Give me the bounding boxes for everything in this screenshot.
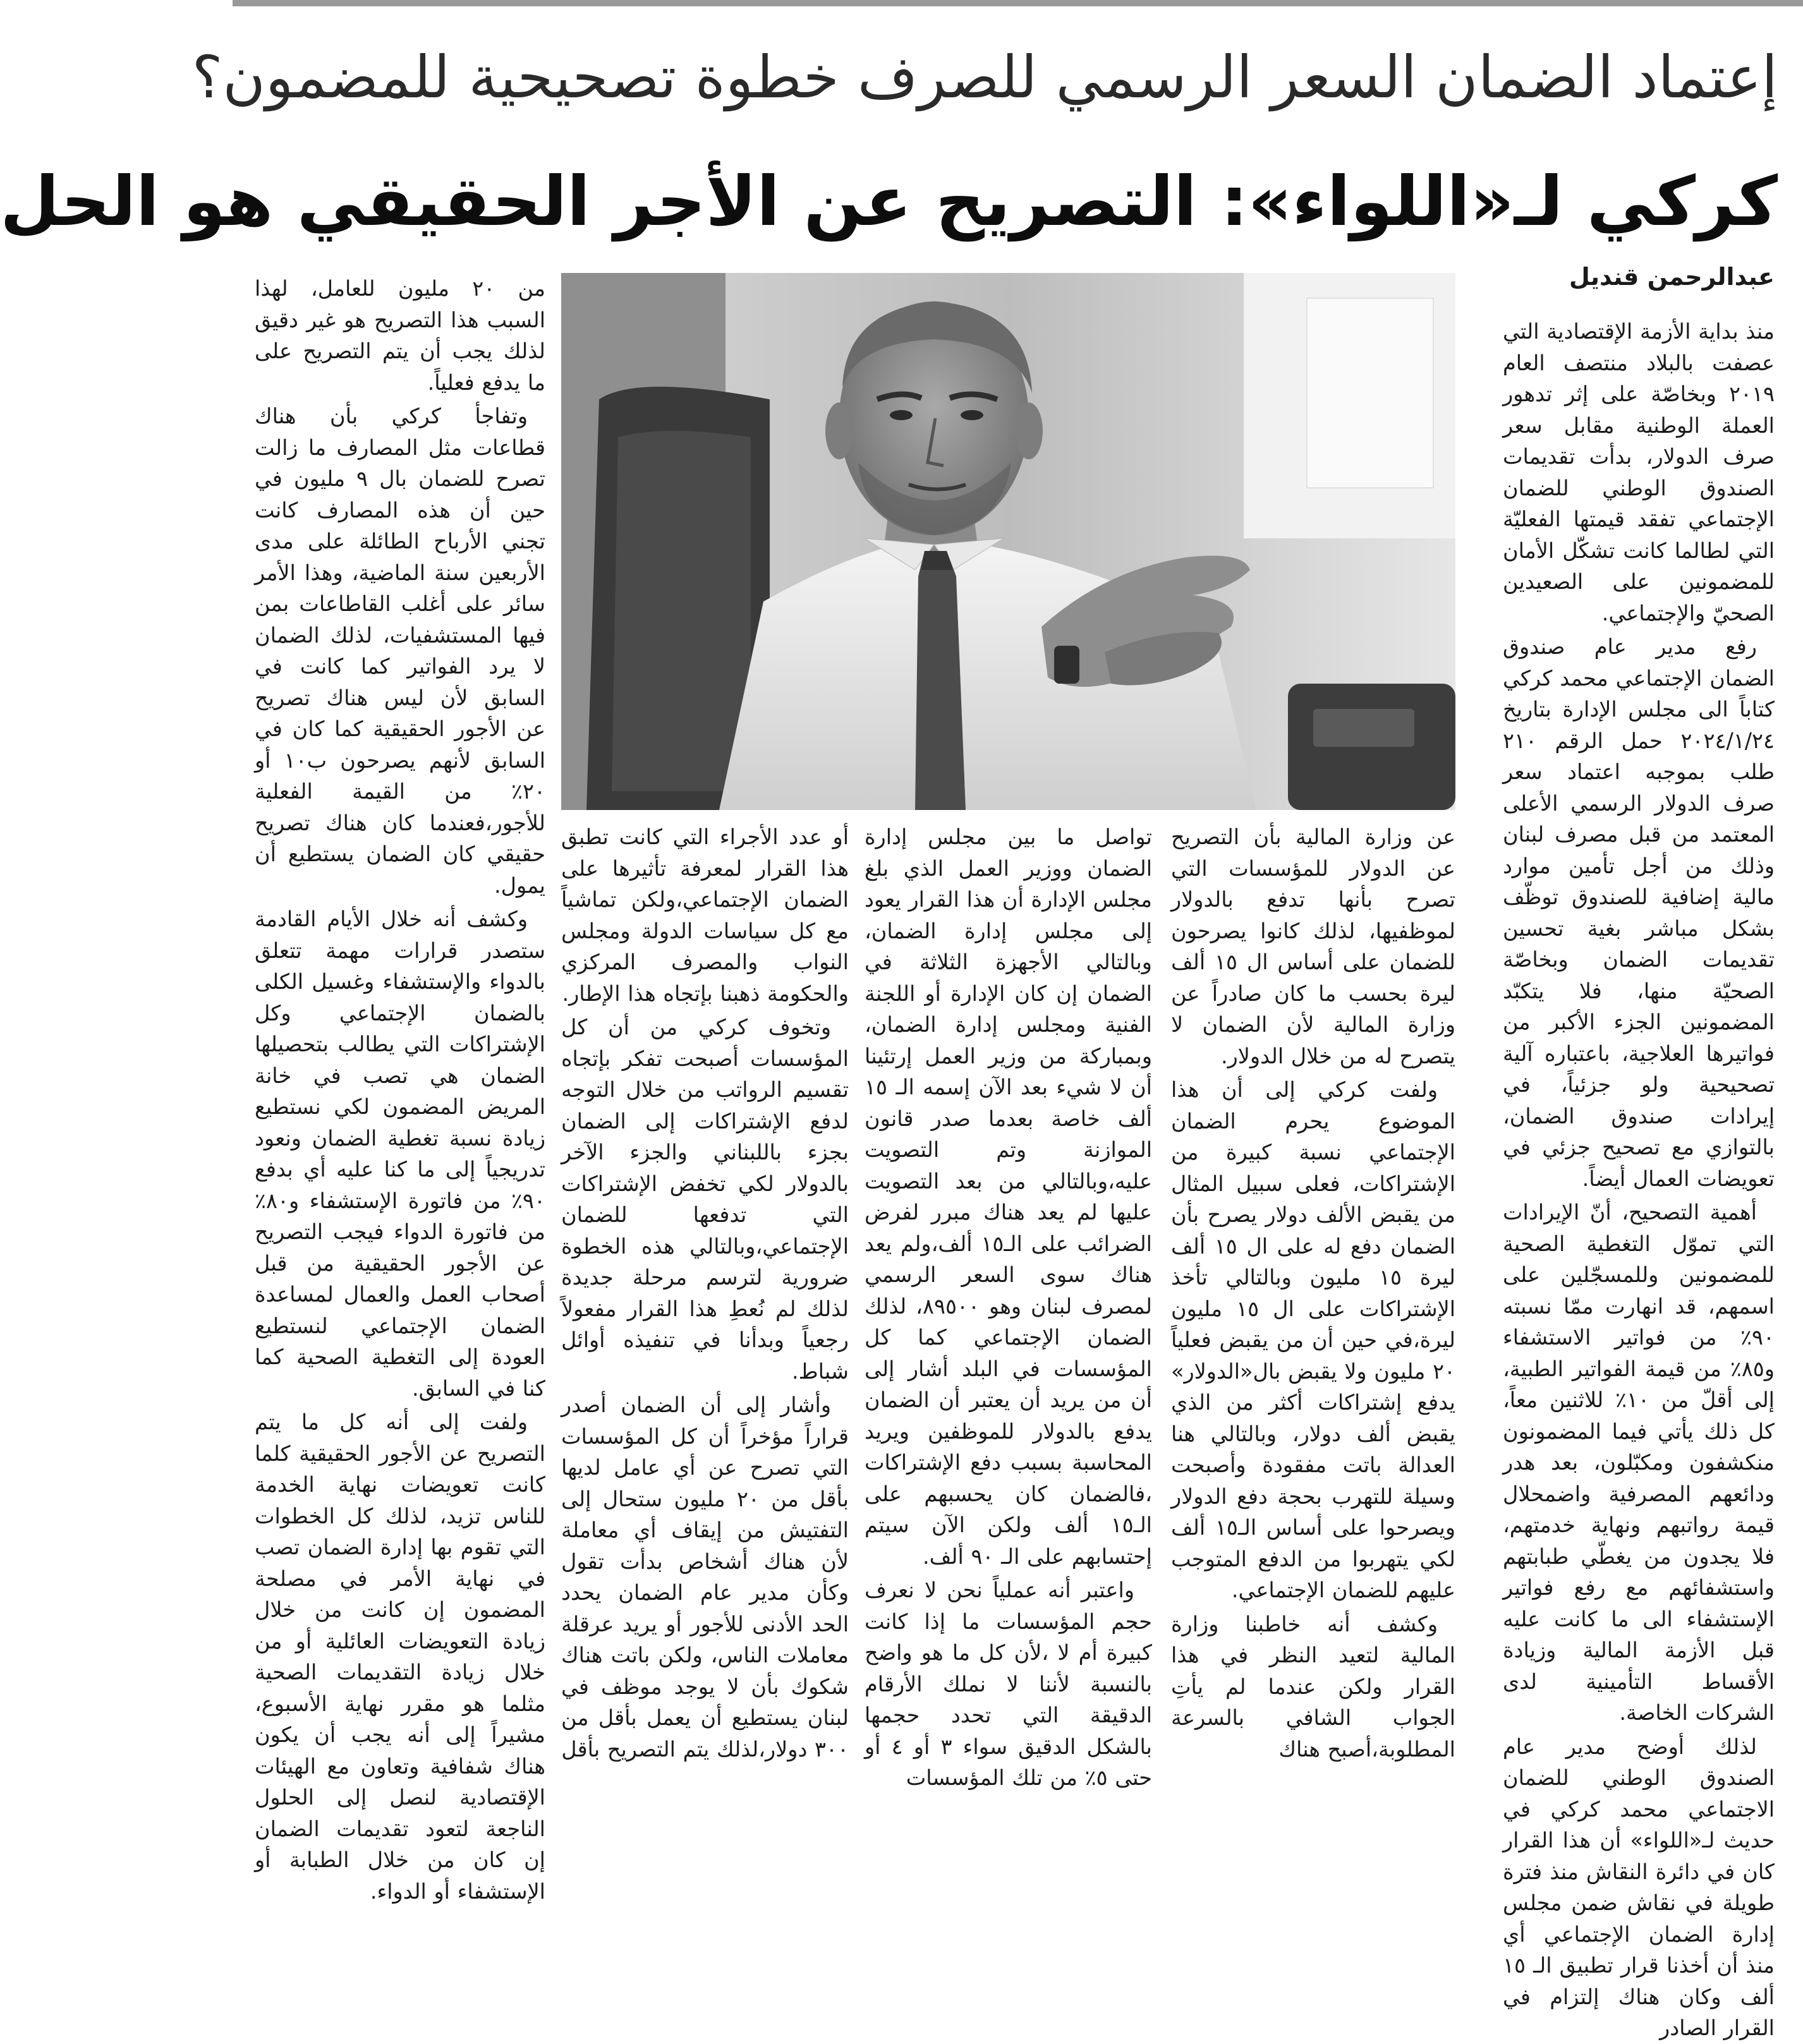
paragraph: وأشار إلى أن الضمان أصدر قراراً مؤخراً أن كل المؤسسات التي تصرح عن أي عامل لديها بأقل من ٢٠ مليون ستحال إلى التفتيش من إيقاف أي معاملة لأن هناك أشخاص بدأت تقول وكأن مدير عام الضمان يحدد الحد الأدنى للأجور أو يريد عرقلة معاملات الناس، ولكن باتت هناك شكوك بأن لا يوجد موظف في لبنان يستطيع أن يعمل بأقل من ٣٠٠ دولار،لذلك يتم التصريح بأقل [561, 1393, 849, 1762]
paragraph: ولفت إلى أنه كل ما يتم التصريح عن الأجور الحقيقية كلما كانت تعويضات نهاية الخدمة للناس تزيد، لذلك كل الخطوات التي تقوم بها إدارة الضمان تصب في نهاية الأمر في مصلحة المضمون إن كانت من خلال زيادة التعويضات العائلية أو من خلال زيادة التقديمات الصحية مثلما هو مقرر نهاية الأسبوع، مشيراً إلى أنه يجب أن يكون هناك شفافية وتعاون مع الهيئات الإقتصادية لنصل إلى الحلول الناجعة لتعود تقديمات الضمان إن كان من خلال الطبابة أو الإستشفاء أو الدواء. [255, 1410, 545, 1904]
article-column-3 [865, 821, 1152, 1790]
paragraph: من ٢٠ مليون للعامل، لهذا السبب هذا التصريح هو غير دقيق لذلك يجب أن يتم التصريح على ما يدفع فعلياً. [255, 276, 545, 395]
article-column-1 [1503, 316, 1775, 2040]
paragraph: ولفت كركي إلى أن هذا الموضوع يحرم الضمان الإجتماعي نسبة كبيرة من الإشتراكات، فعلى سبيل المثال من يقبض الألف دولار يصرح بأن الضمان دفع له على ال ١٥ ألف ليرة ١٥ مليون وبالتالي تأخذ الإشتراكات على ال ١٥ مليون ليرة،في حين أن من يقبض فعلياً ٢٠ مليون ولا يقبض بال«الدولار» يدفع إشتراكات أكثر من الذي يقبض ألف دولار، وبالتالي هنا العدالة باتت مفقودة وأصبحت وسيلة للتهرب بحجة دفع الدولار ويصرحوا على أساس الـ١٥ ألف لكي يتهربوا من الدفع المتوجب عليهم للضمان الإجتماعي. [1171, 1077, 1456, 1602]
article-headline: كركي لـ«اللواء»: التصريح عن الأجر الحقيقي هو الحل [0, 162, 1778, 241]
article-column-5 [255, 273, 545, 1904]
article-column-2 [1171, 821, 1456, 1762]
paragraph: واعتبر أنه عملياً نحن لا نعرف حجم المؤسسات ما إذا كانت كبيرة أم لا ،لأن كل ما هو واضح بالنسبة لأننا لا نملك الأرقام الدقيقة التي تحدد حجمها بالشكل الدقيق سواء ٣ أو ٤ أو حتى ٥٪ من تلك المؤسسات [865, 1578, 1152, 1790]
paragraph: أهمية التصحيح، أنّ الإيرادات التي تموّل التغطية الصحية للمضمونين وللمسجّلين على اسمهم، قد انهارت ممّا نسبته ٩٠٪ من فواتير الاستشفاء و٨٥٪ من قيمة الفواتير الطبية، إلى أقلّ من ١٠٪ للاثنين معاً، كل ذلك يأتي فيما المضمونون منكشفون ومكبّلون، بعد هدر ودائعهم المصرفية واضمحلال قيمة رواتبهم ونهاية خدمتهم، فلا يجدون من يغطّي طبابتهم واستشفائهم مع رفع فواتير الإستشفاء الى ما كانت عليه قبل الأزمة المالية وزيادة الأقساط التأمينية لدى الشركات الخاصة. [1503, 1200, 1775, 1725]
paragraph: وكشف أنه خلال الأيام القادمة ستصدر قرارات مهمة تتعلق بالدواء والإستشفاء وغسيل الكلى بالضمان الإجتماعي وكل الإشتراكات التي يطالب بتحصيلها الضمان هي تصب في خانة المريض المضمون لكي نستطيع زيادة نسبة تغطية الضمان ونعود تدريجياً إلى ما كنا عليه أي بدفع ٩٠٪ من فاتورة الإستشفاء و٨٠٪ من فاتورة الدواء فيجب التصريح عن الأجور الحقيقية من قبل أصحاب العمل والعمال لمساعدة الضمان الإجتماعي لنستطيع العودة إلى التغطية الصحية كما كنا في السابق. [255, 907, 545, 1401]
paragraph: رفع مدير عام صندوق الضمان الإجتماعي محمد كركي كتاباً الى مجلس الإدارة بتاريخ ٢٠٢٤/١/٢٤ حمل الرقم ٢١٠ طلب بموجبه اعتماد سعر صرف الدولار الرسمي الأعلى المعتمد من قبل مصرف لبنان وذلك من أجل تأمين موارد مالية إضافية للصندوق توظّف بشكل مباشر بغية تحسين تقديمات الضمان وبخاصّة الصحيّة منها، فلا يتكبّد المضمونين الجزء الأكبر من فواتيرها العلاجية، باعتباره آلية تصحيحية ولو جزئياً، في إيرادات صندوق الضمان، بالتوازي مع تصحيح جزئي في تعويضات العمال أيضاً. [1503, 634, 1775, 1191]
photo-portrait-man-in-office [561, 273, 1455, 810]
paragraph: عن وزارة المالية بأن التصريح عن الدولار للمؤسسات التي تصرح بأنها تدفع بالدولار لموظفيها، لذلك كانوا يصرحون للضمان على أساس ال ١٥ ألف ليرة بحسب ما كان صادراً عن وزارة المالية لأن الضمان لا يتصرح له من خلال الدولار. [1171, 825, 1456, 1068]
paragraph: منذ بداية الأزمة الإقتصادية التي عصفت بالبلاد منتصف العام ٢٠١٩ وبخاصّة على إثر تدهور العملة الوطنية مقابل سعر صرف الدولار، بدأت تقديمات الصندوق الوطني للضمان الإجتماعي تفقد قيمتها الفعليّة التي لطالما كانت تشكّل الأمان للمضمونين على الصعيدين الصحيّ والإجتماعي. [1503, 319, 1775, 626]
paragraph: تواصل ما بين مجلس إدارة الضمان ووزير العمل الذي بلغ مجلس الإدارة أن هذا القرار يعود إلى مجلس إدارة الضمان، وبالتالي الأجهزة الثلاثة في الضمان إن كان الإدارة أو اللجنة الفنية ومجلس إدارة الضمان، وبمباركة من وزير العمل إرتئينا أن لا شيء بعد الآن إسمه الـ ١٥ ألف خاصة بعدما صدر قانون الموازنة وتم التصويت عليه،وبالتالي من بعد التصويت عليها لم يعد هناك مبرر لفرض الضرائب على الـ١٥ ألف،ولم يعد هناك سوى السعر الرسمي لمصرف لبنان وهو ٨٩٥٠٠، لذلك الضمان الإجتماعي كما كل المؤسسات في البلد أشار إلى أن من يريد أن يعتبر أن الضمان يدفع بالدولار للموظفين ويريد المحاسبة بسبب دفع الإشتراكات ،فالضمان كان يحسبهم على الـ١٥ ألف ولكن الآن سيتم إحتسابهم على الـ ٩٠ ألف. [865, 825, 1152, 1569]
top-rule [233, 0, 1803, 6]
paragraph: وكشف أنه خاطبنا وزارة المالية لتعيد النظر في هذا القرار ولكن عندما لم يأتِ الجواب الشافي بالسرعة المطلوبة،أصبح هناك [1171, 1611, 1455, 1762]
paragraph: لذلك أوضح مدير عام الصندوق الوطني للضمان الاجتماعي محمد كركي في حديث لـ«اللواء» أن هذا القرار كان في دائرة النقاش منذ فترة طويلة في نقاش ضمن مجلس إدارة الضمان الإجتماعي أي منذ أن أخذنا قرار تطبيق الـ ١٥ ألف وكان هناك إلتزام في القرار الصادر [1503, 1734, 1775, 2040]
paragraph: وتفاجأ كركي بأن هناك قطاعات مثل المصارف ما زالت تصرح للضمان بال ٩ مليون في حين أن هذه المصارف كانت تجني الأرباح الطائلة على مدى الأربعين سنة الماضية، وهذا الأمر سائر على أغلب القاطاعات بمن فيها المستشفيات، لذلك الضمان لا يرد الفواتير كما كانت في السابق لأن ليس هناك تصريح عن الأجور الحقيقية كما كان في السابق لأنهم يصرحون ب١٠ أو ٢٠٪ من القيمة الفعلية للأجور،فعندما كان هناك تصريح حقيقي كان الضمان يستطيع أن يمول. [255, 404, 545, 898]
article-column-4 [561, 821, 849, 1762]
article-kicker: إعتماد الضمان السعر الرسمي للصرف خطوة تصحيحية للمضمون؟ [191, 44, 1778, 111]
paragraph: أو عدد الأجراء التي كانت تطبق هذا القرار لمعرفة تأثيرها على الضمان الإجتماعي،ولكن تماشياً مع كل سياسات الدولة ومجلس النواب والمصرف المركزي والحكومة ذهبنا بإتجاه هذا الإطار. [561, 825, 849, 1006]
article-photo [561, 273, 1455, 810]
paragraph: وتخوف كركي من أن كل المؤسسات أصبحت تفكر بإتجاه تقسيم الرواتب من خلال التوجه لدفع الإشتراكات إلى الضمان بجزء باللبناني والجزء الآخر بالدولار لكي تخفض الإشتراكات التي تدفعها للضمان الإجتماعي،وبالتالي هذه الخطوة ضرورية لترسم مرحلة جديدة لذلك لم نُعطِ هذا القرار مفعولاً رجعياً وبدأنا في تنفيذه أوائل شباط. [561, 1015, 849, 1384]
article-byline: عبدالرحمن قنديل [1569, 263, 1775, 291]
